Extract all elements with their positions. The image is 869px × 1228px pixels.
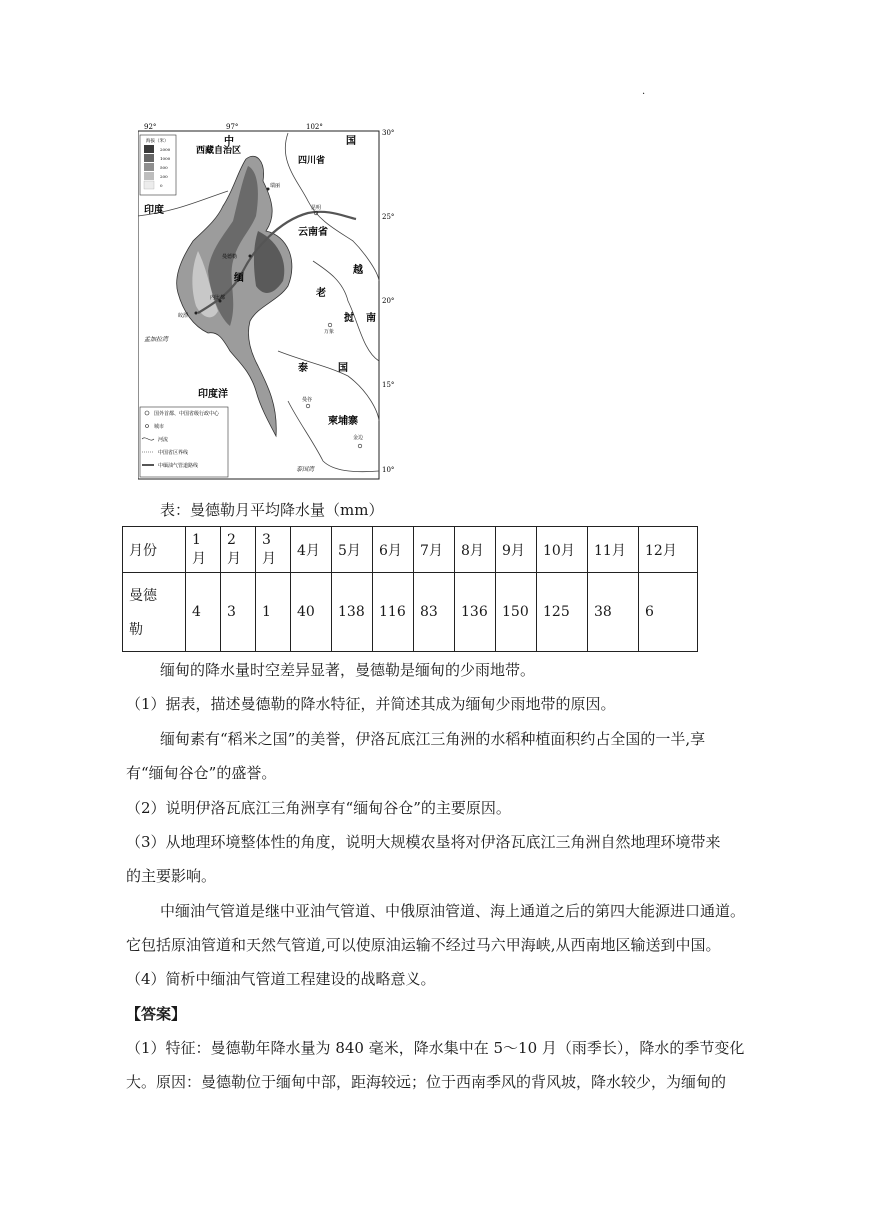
label-siam-gulf: 泰国湾 bbox=[296, 466, 315, 473]
value-cell: 1 bbox=[256, 573, 291, 652]
month-cell: 1月 bbox=[186, 527, 221, 573]
month-cell: 9月 bbox=[496, 527, 537, 573]
lon-label: 102° bbox=[306, 123, 323, 131]
value-cell: 83 bbox=[414, 573, 455, 652]
value-cell: 38 bbox=[588, 573, 639, 652]
label-indian-ocean: 印度洋 bbox=[198, 389, 228, 400]
paragraph: 缅甸素有“稻米之国”的美誉，伊洛瓦底江三角洲的水稻种植面积约占全国的一半,享 bbox=[160, 730, 706, 748]
label-tibet: 西藏自治区 bbox=[196, 146, 242, 156]
row-label-cell bbox=[123, 573, 186, 652]
month-cell: 6月 bbox=[373, 527, 414, 573]
label-thailand: 国 bbox=[338, 363, 348, 374]
month-cell: 4月 bbox=[291, 527, 332, 573]
month-cell: 12月 bbox=[639, 527, 698, 573]
value-cell: 138 bbox=[332, 573, 373, 652]
value-cell: 40 bbox=[291, 573, 332, 652]
month-cell: 10月 bbox=[537, 527, 588, 573]
answer-1: （1）特征：曼德勒年降水量为 840 毫米，降水集中在 5～10 月（雨季长），降水的季节变化 bbox=[126, 1039, 745, 1057]
label-myanmar: 缅 bbox=[234, 273, 244, 284]
table-caption: 表：曼德勒月平均降水量（mm） bbox=[160, 501, 384, 519]
legend-title: 海拔（米） bbox=[146, 139, 169, 144]
month-cell: 5月 bbox=[332, 527, 373, 573]
row-label-line: 勒 bbox=[129, 622, 143, 638]
city-mandalay: 曼德勒 bbox=[222, 254, 238, 260]
paragraph: 缅甸的降水量时空差异显著，曼德勒是缅甸的少雨地带。 bbox=[160, 661, 536, 679]
question-2: （2）说明伊洛瓦底江三角洲享有“缅甸谷仓”的主要原因。 bbox=[126, 799, 511, 817]
label-china: 国 bbox=[346, 136, 356, 147]
label-cambodia: 柬埔寨 bbox=[328, 416, 358, 427]
answer-heading: 【答案】 bbox=[126, 1005, 187, 1023]
label-china: 中 bbox=[224, 136, 234, 147]
city-phnompenh: 金边 bbox=[353, 435, 364, 441]
month-cell: 11月 bbox=[588, 527, 639, 573]
label-sichuan: 四川省 bbox=[298, 156, 326, 166]
answer-1-cont: 大。原因：曼德勒位于缅甸中部，距海较远；位于西南季风的背风坡，降水较少，为缅甸的 bbox=[126, 1073, 727, 1091]
label-vietnam: 越 bbox=[353, 265, 363, 276]
legend-river: 河流 bbox=[158, 437, 169, 443]
table-row bbox=[123, 573, 698, 652]
value-cell: 136 bbox=[455, 573, 496, 652]
paragraph: 中缅油气管道是继中亚油气管道、中俄原油管道、海上通道之后的第四大能源进口通道。 bbox=[160, 902, 746, 920]
lat-label: 30° bbox=[382, 129, 395, 137]
month-cell: 7月 bbox=[414, 527, 455, 573]
city-kunming: 昆明 bbox=[311, 205, 322, 211]
myanmar-map bbox=[138, 121, 410, 481]
month-cell: 3月 bbox=[256, 527, 291, 573]
label-laos: 老 bbox=[316, 288, 326, 299]
legend-level: 1000 bbox=[160, 156, 171, 161]
legend-level: 500 bbox=[160, 165, 168, 170]
lon-label: 92° bbox=[144, 123, 157, 131]
legend-level: 200 bbox=[160, 174, 168, 179]
lat-label: 25° bbox=[382, 213, 395, 221]
month-cell: 2月 bbox=[221, 527, 256, 573]
value-cell: 116 bbox=[373, 573, 414, 652]
city-naypyidaw: 内比都 bbox=[210, 295, 226, 301]
lat-label: 15° bbox=[382, 381, 395, 389]
label-thailand: 泰 bbox=[298, 363, 308, 374]
value-cell: 4 bbox=[186, 573, 221, 652]
row-label-line: 曼德 bbox=[129, 588, 157, 604]
legend-city: 城市 bbox=[154, 424, 165, 430]
label-india: 印度 bbox=[144, 205, 164, 216]
header-cell: 月份 bbox=[123, 527, 186, 573]
label-yunnan: 云南省 bbox=[298, 227, 328, 238]
paragraph: 有“缅甸谷仓”的盛誉。 bbox=[126, 764, 277, 782]
question-4: （4）简析中缅油气管道工程建设的战略意义。 bbox=[126, 970, 436, 988]
legend-level: 2000 bbox=[160, 147, 171, 152]
legend-pipeline: 中缅油气管道路线 bbox=[158, 463, 199, 469]
rainfall-table bbox=[122, 526, 698, 652]
legend-boundary: 中国省区界线 bbox=[158, 450, 189, 456]
city-vientiane: 万象 bbox=[324, 329, 335, 335]
question-3: （3）从地理环境整体性的角度，说明大规模农垦将对伊洛瓦底江三角洲自然地理环境带来 bbox=[126, 833, 721, 851]
lat-label: 10° bbox=[382, 466, 395, 474]
legend-level: 0 bbox=[160, 183, 163, 188]
label-bengal: 孟加拉湾 bbox=[144, 336, 169, 343]
value-cell: 6 bbox=[639, 573, 698, 652]
legend-capital: 国外首都、中国省级行政中心 bbox=[154, 411, 220, 417]
question-3-cont: 的主要影响。 bbox=[126, 867, 217, 885]
city-ruili: 瑞丽 bbox=[270, 183, 281, 189]
value-cell: 125 bbox=[537, 573, 588, 652]
lon-label: 97° bbox=[226, 123, 239, 131]
city-bangkok: 曼谷 bbox=[302, 397, 313, 403]
paragraph: 它包括原油管道和天然气管道,可以使原油运输不经过马六甲海峡,从西南地区输送到中国。 bbox=[126, 936, 721, 954]
lat-label: 20° bbox=[382, 297, 395, 305]
label-vietnam: 南 bbox=[366, 313, 376, 324]
page-dot: . bbox=[642, 86, 646, 97]
value-cell: 150 bbox=[496, 573, 537, 652]
city-kyaukpyu: 皎漂 bbox=[178, 313, 189, 319]
value-cell: 3 bbox=[221, 573, 256, 652]
month-cell: 8月 bbox=[455, 527, 496, 573]
question-1: （1）据表，描述曼德勒的降水特征，并简述其成为缅甸少雨地带的原因。 bbox=[126, 695, 616, 713]
table-row bbox=[123, 527, 698, 573]
label-laos: 挝 bbox=[344, 313, 354, 324]
